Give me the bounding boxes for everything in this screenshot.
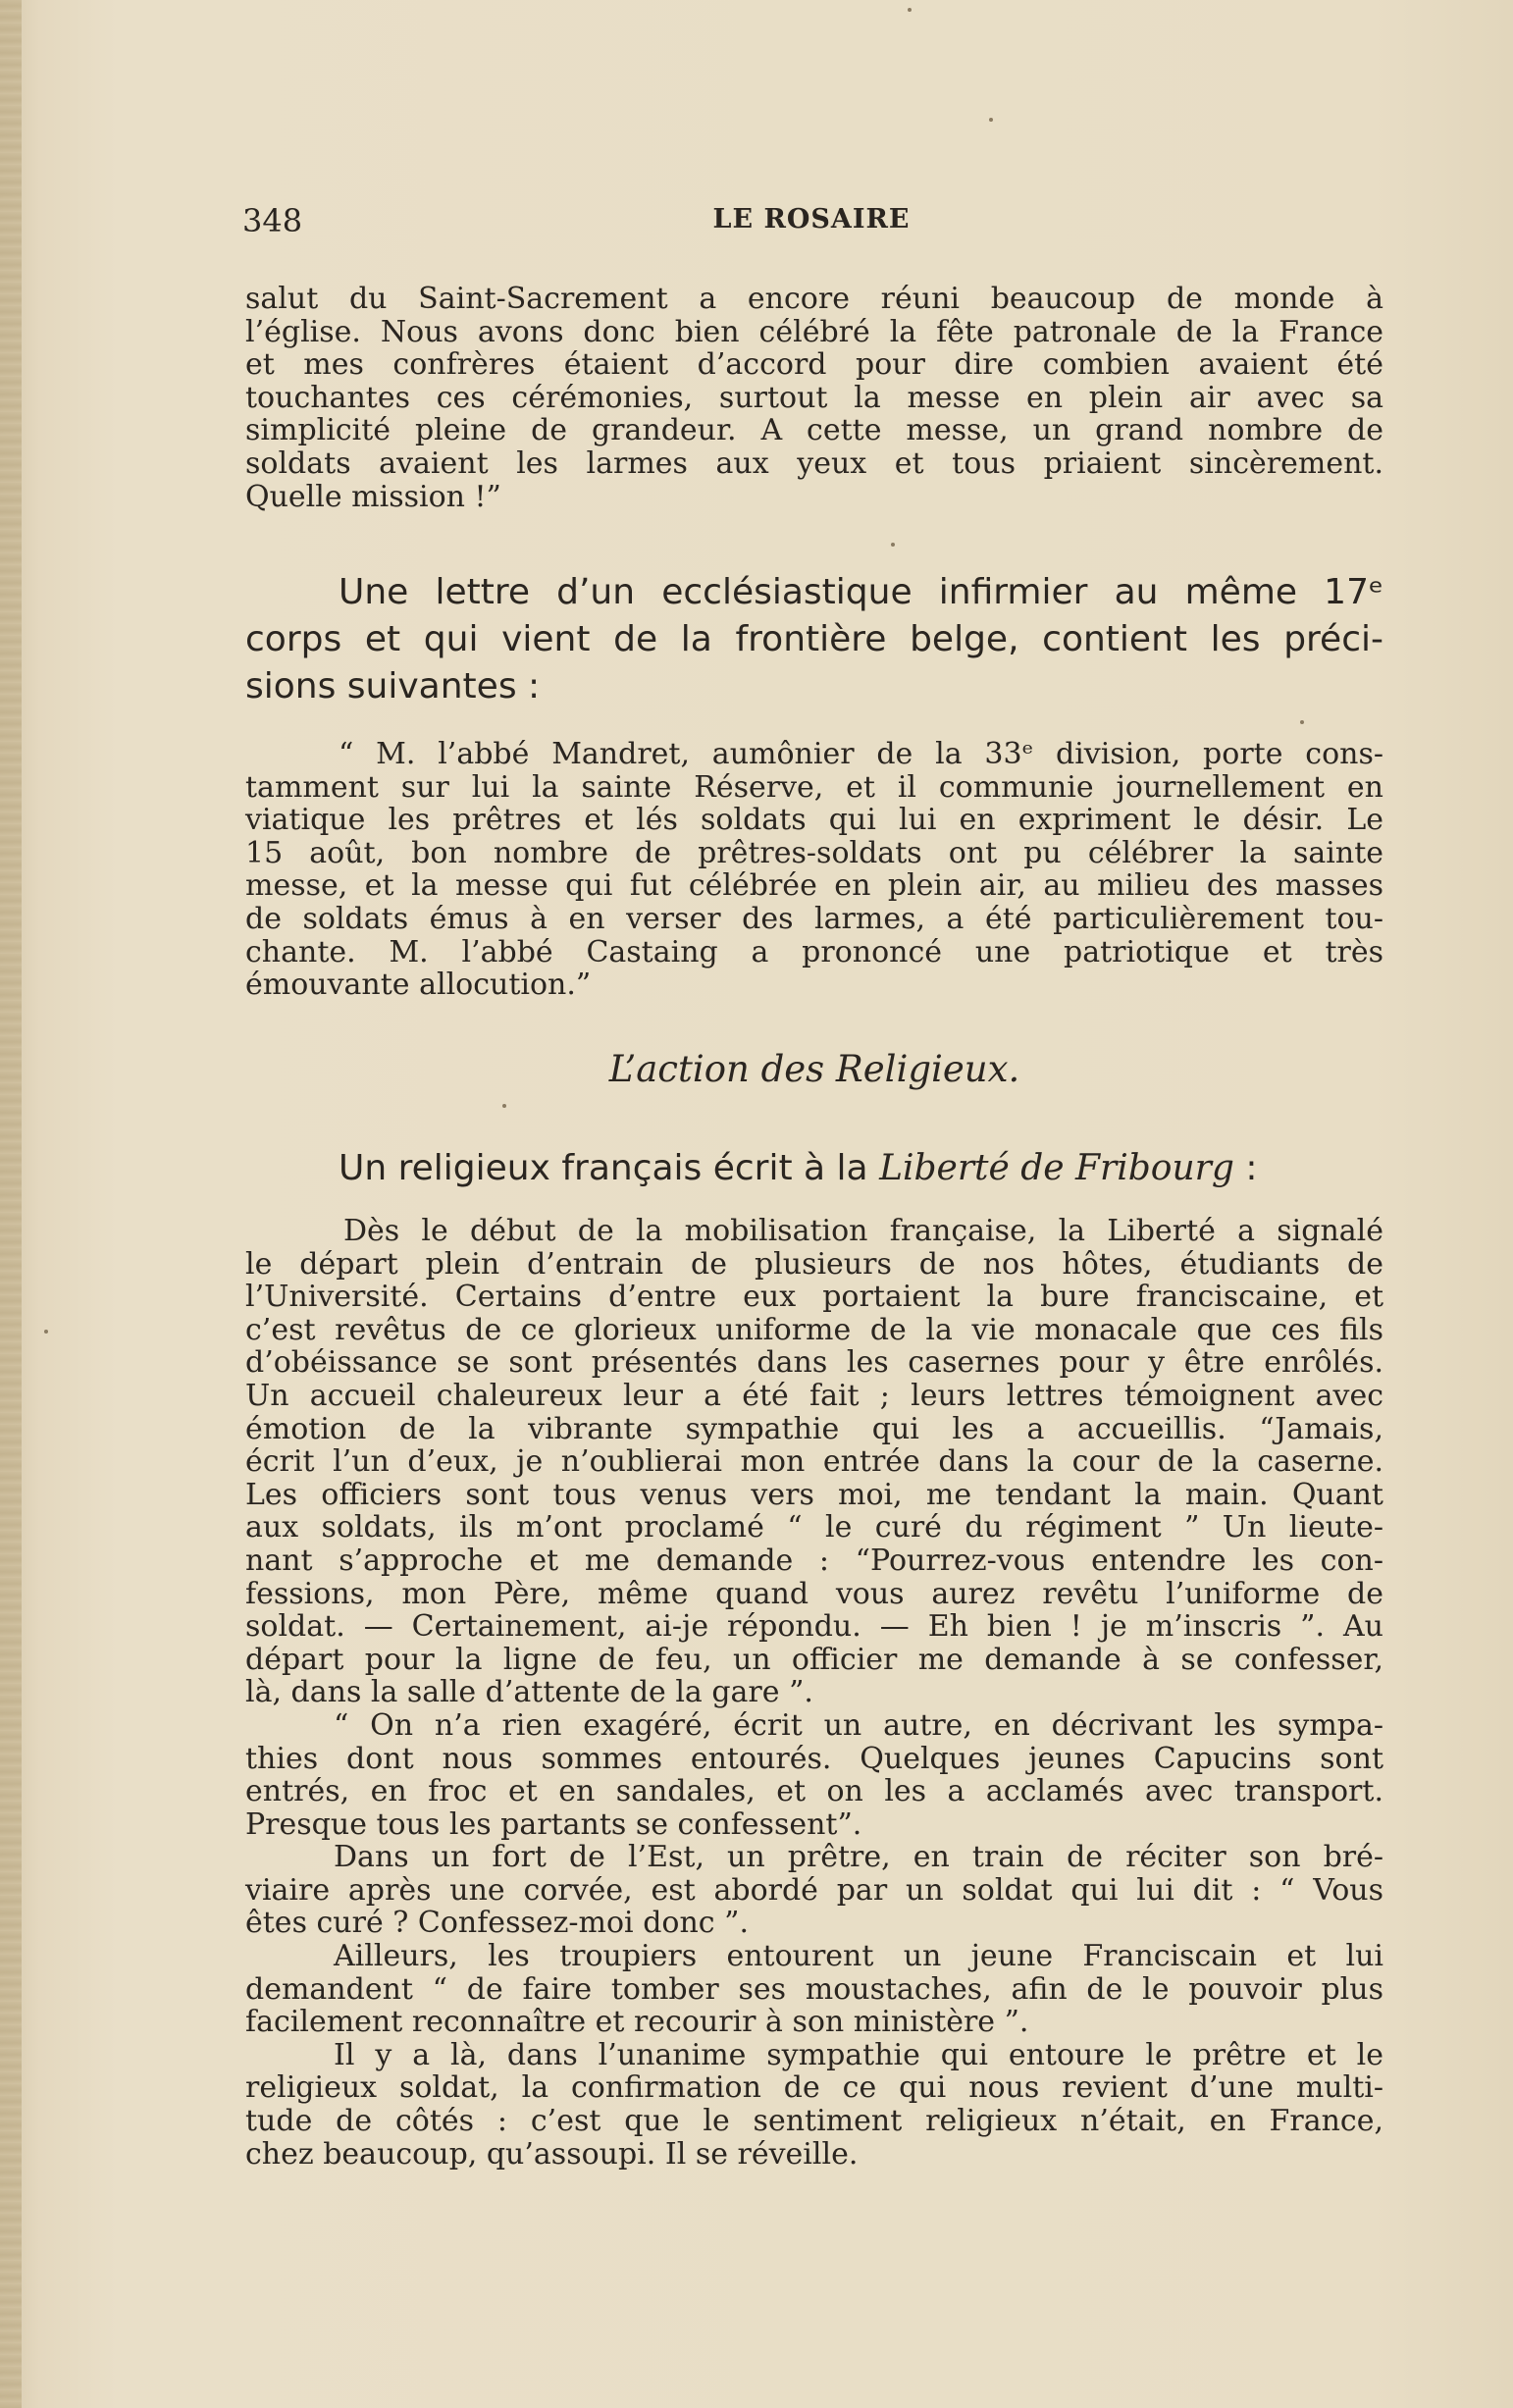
text-line: entrés, en froc et en sandales, et on les a acclamés avec transport.: [245, 1774, 1383, 1809]
text-line: d’obéissance se sont présentés dans les casernes pour y être enrôlés.: [245, 1345, 1383, 1381]
text-line: 15 août, bon nombre de prêtres-soldats ont pu célébrer la sainte: [245, 835, 1383, 870]
text-line: soldats avaient les larmes aux yeux et tous priaient sincèrement.: [245, 445, 1383, 481]
text-line: Presque tous les partants se confessent”.: [245, 1806, 862, 1842]
text-line: viatique les prêtres et lés soldats qui lui en expriment le désir. Le: [245, 803, 1383, 838]
text-line: c’est revêtus de ce glorieux uniforme de la vie monacale que ces fils: [245, 1312, 1383, 1347]
paper-speck: [908, 8, 912, 12]
text-line: Dans un fort de l’Est, un prêtre, en train de réciter son bré-: [334, 1840, 1383, 1875]
text-line: touchantes ces cérémonies, surtout la messe en plein air avec sa: [245, 380, 1383, 415]
text-line: “ M. l’abbé Mandret, aumônier de la 33ᵉ division, porte cons-: [339, 737, 1383, 771]
text-line: nant s’approche et me demande : “Pourrez-vous entendre les con-: [245, 1543, 1383, 1578]
text-line: Une lettre d’un ecclésiastique infirmier au même 17ᵉ: [339, 572, 1383, 612]
paper-speck: [44, 1330, 48, 1334]
text-line: tamment sur lui la sainte Réserve, et il communie journellement en: [245, 769, 1383, 805]
text-line: Ailleurs, les troupiers entourent un jeune Franciscain et lui: [334, 1939, 1383, 1974]
text-line: et mes confrères étaient d’accord pour dire combien avaient été: [245, 347, 1383, 383]
text-line: salut du Saint-Sacrement a encore réuni beaucoup de monde à: [245, 282, 1383, 316]
text-line: tude de côtés : c’est que le sentiment religieux n’était, en France,: [245, 2104, 1383, 2139]
paragraph-religieux: [245, 1215, 1383, 2171]
running-title: LE ROSAIRE: [712, 204, 911, 235]
text-line: facilement reconnaître et recourir à son ministère ”.: [245, 2005, 1029, 2040]
text-line: Les officiers sont tous venus vers moi, me tendant la main. Quant: [245, 1477, 1383, 1512]
text-line: l’église. Nous avons donc bien célébré la fête patronale de la France: [245, 314, 1383, 349]
paper-speck: [1300, 720, 1304, 724]
text-line: émotion de la vibrante sympathie qui les a accueillis. “Jamais,: [245, 1411, 1383, 1446]
text-line: Il y a là, dans l’unanime sympathie qui entoure le prêtre et le: [334, 2037, 1383, 2072]
text-line: émouvante allocution.”: [245, 968, 592, 1003]
text-line: l’Université. Certains d’entre eux portaient la bure franciscaine, et: [245, 1280, 1383, 1315]
text-line: viaire après une corvée, est abordé par un soldat qui lui dit : “ Vous: [245, 1872, 1383, 1908]
text-line: aux soldats, ils m’ont proclamé “ le curé du régiment ” Un lieute-: [245, 1510, 1383, 1545]
text-line: messe, et la messe qui fut célébrée en plein air, au milieu des masses: [245, 868, 1383, 904]
page-header: [242, 202, 1381, 241]
text-line: simplicité pleine de grandeur. A cette messe, un grand nombre de: [245, 413, 1383, 448]
text-line: Quelle mission !”: [245, 479, 501, 514]
text-line: soldat. — Certainement, ai-je répondu. — Eh bien ! je m’inscris ”. Au: [245, 1609, 1383, 1645]
text-line: chez beaucoup, qu’assoupi. Il se réveille.: [245, 2136, 859, 2172]
page-number: 348: [242, 202, 303, 239]
intro-liberte-de-fribourg: [339, 1148, 1379, 1188]
text-line: Dès le début de la mobilisation française, la Liberté a signalé: [343, 1214, 1383, 1248]
newspaper-title: Liberté de Fribourg: [879, 1148, 1234, 1188]
text-line: fessions, mon Père, même quand vous aurez revêtu l’uniforme de: [245, 1576, 1383, 1611]
text-line: écrit l’un d’eux, je n’oublierai mon entrée dans la cour de la caserne.: [245, 1444, 1383, 1480]
intro-colon: :: [1233, 1148, 1258, 1188]
intro-text: Un religieux français écrit à la: [339, 1148, 880, 1188]
paper-speck: [989, 118, 993, 122]
section-heading: L’action des Religieux.: [608, 1048, 1020, 1090]
text-line: “ On n’a rien exagéré, écrit un autre, en décrivant les sympa-: [334, 1707, 1383, 1743]
text-line: de soldats émus à en verser des larmes, a été particulièrement tou-: [245, 901, 1383, 936]
page-binding-edge: [0, 0, 22, 2408]
text-line: thies dont nous sommes entourés. Quelques jeunes Capucins sont: [245, 1741, 1383, 1776]
intro-paragraph-ecclesiastique: [245, 569, 1383, 710]
paper-speck: [502, 1104, 506, 1108]
text-line: êtes curé ? Confessez-moi donc ”.: [245, 1906, 749, 1941]
text-line: demandent “ de faire tomber ses moustaches, afin de le pouvoir plus: [245, 1971, 1383, 2007]
text-line: religieux soldat, la confirmation de ce qui nous revient d’une multi-: [245, 2070, 1383, 2106]
text-line: le départ plein d’entrain de plusieurs de nos hôtes, étudiants de: [245, 1246, 1383, 1282]
text-line: corps et qui vient de la frontière belge, contient les préci-: [245, 619, 1383, 659]
text-line: chante. M. l’abbé Castaing a prononcé une patriotique et très: [245, 934, 1383, 969]
paragraph-letter-end: [245, 283, 1383, 513]
quoted-letter-mandret: [245, 738, 1383, 1002]
text-line: Un accueil chaleureux leur a été fait ; leurs lettres témoignent avec: [245, 1378, 1383, 1413]
text-line: là, dans la salle d’attente de la gare ”.: [245, 1675, 813, 1710]
text-line: sions suivantes :: [245, 666, 541, 707]
text-line: départ pour la ligne de feu, un officier me demande à se confesser,: [245, 1642, 1383, 1677]
paper-speck: [891, 543, 895, 547]
